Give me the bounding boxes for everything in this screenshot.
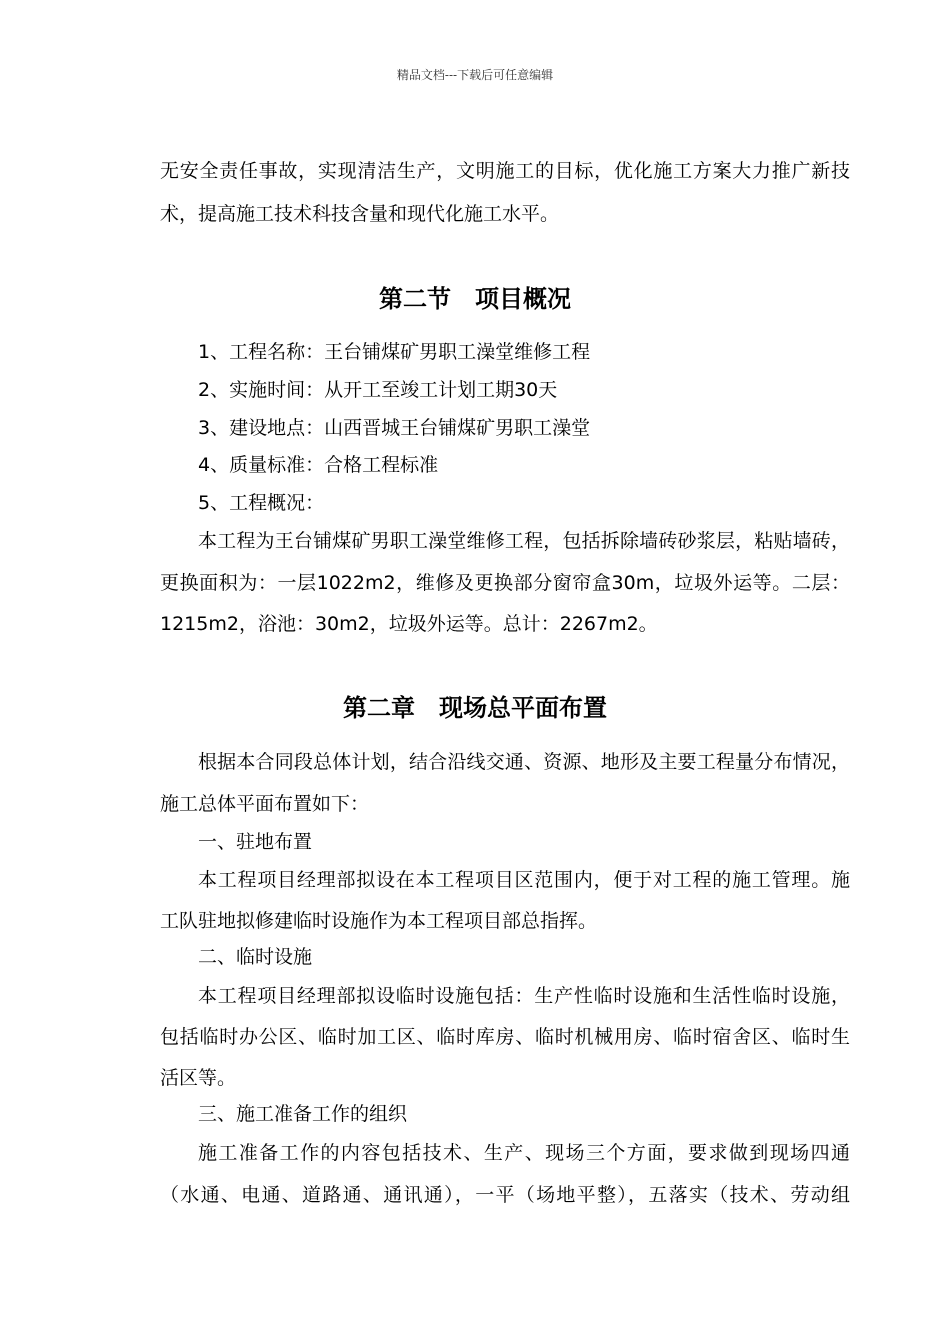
paragraph-line: 无安全责任事故，实现清洁生产，文明施工的目标，优化施工方案大力推广新技 [160,160,850,182]
chapter-heading: 第二章 现场总平面布置 [343,694,607,722]
list-item: 5、工程概况： [198,492,325,514]
paragraph-line: 术，提高施工技术科技含量和现代化施工水平。 [160,203,560,225]
paragraph-line: 本工程项目经理部拟设临时设施包括：生产性临时设施和生活性临时设施， [198,985,850,1007]
section-heading: 第二节 项目概况 [379,285,571,313]
page-header: 精品文档---下载后可任意编辑 [396,68,554,82]
list-item: 1、工程名称：王台铺煤矿男职工澡堂维修工程 [198,341,591,363]
subsection-title: 一、驻地布置 [198,831,313,853]
paragraph-line: 活区等。 [160,1067,237,1089]
subsection-title: 三、施工准备工作的组织 [198,1103,408,1125]
paragraph-line: 本工程为王台铺煤矿男职工澡堂维修工程，包括拆除墙砖砂浆层，粘贴墙砖， [198,530,850,552]
subsection-title: 二、临时设施 [198,946,313,968]
list-item: 2、实施时间：从开工至竣工计划工期30天 [198,379,558,401]
paragraph-line: （水通、电通、道路通、通讯通），一平（场地平整），五落实（技术、劳动组 [160,1184,850,1206]
paragraph-line: 本工程项目经理部拟设在本工程项目区范围内，便于对工程的施工管理。施 [198,869,850,891]
paragraph-line: 工队驻地拟修建临时设施作为本工程项目部总指挥。 [160,910,598,932]
list-item: 4、质量标准：合格工程标准 [198,454,439,476]
paragraph-line: 施工准备工作的内容包括技术、生产、现场三个方面，要求做到现场四通 [198,1142,850,1164]
paragraph-line: 施工总体平面布置如下： [160,793,370,815]
paragraph-line: 根据本合同段总体计划，结合沿线交通、资源、地形及主要工程量分布情况， [198,751,850,773]
list-item: 3、建设地点：山西晋城王台铺煤矿男职工澡堂 [198,417,591,439]
paragraph-line: 包括临时办公区、临时加工区、临时库房、临时机械用房、临时宿舍区、临时生 [160,1026,850,1048]
paragraph-line: 1215m2，浴池：30m2，垃圾外运等。总计：2267m2。 [160,613,658,635]
paragraph-line: 更换面积为：一层1022m2，维修及更换部分窗帘盒30m，垃圾外运等。二层： [160,572,850,594]
